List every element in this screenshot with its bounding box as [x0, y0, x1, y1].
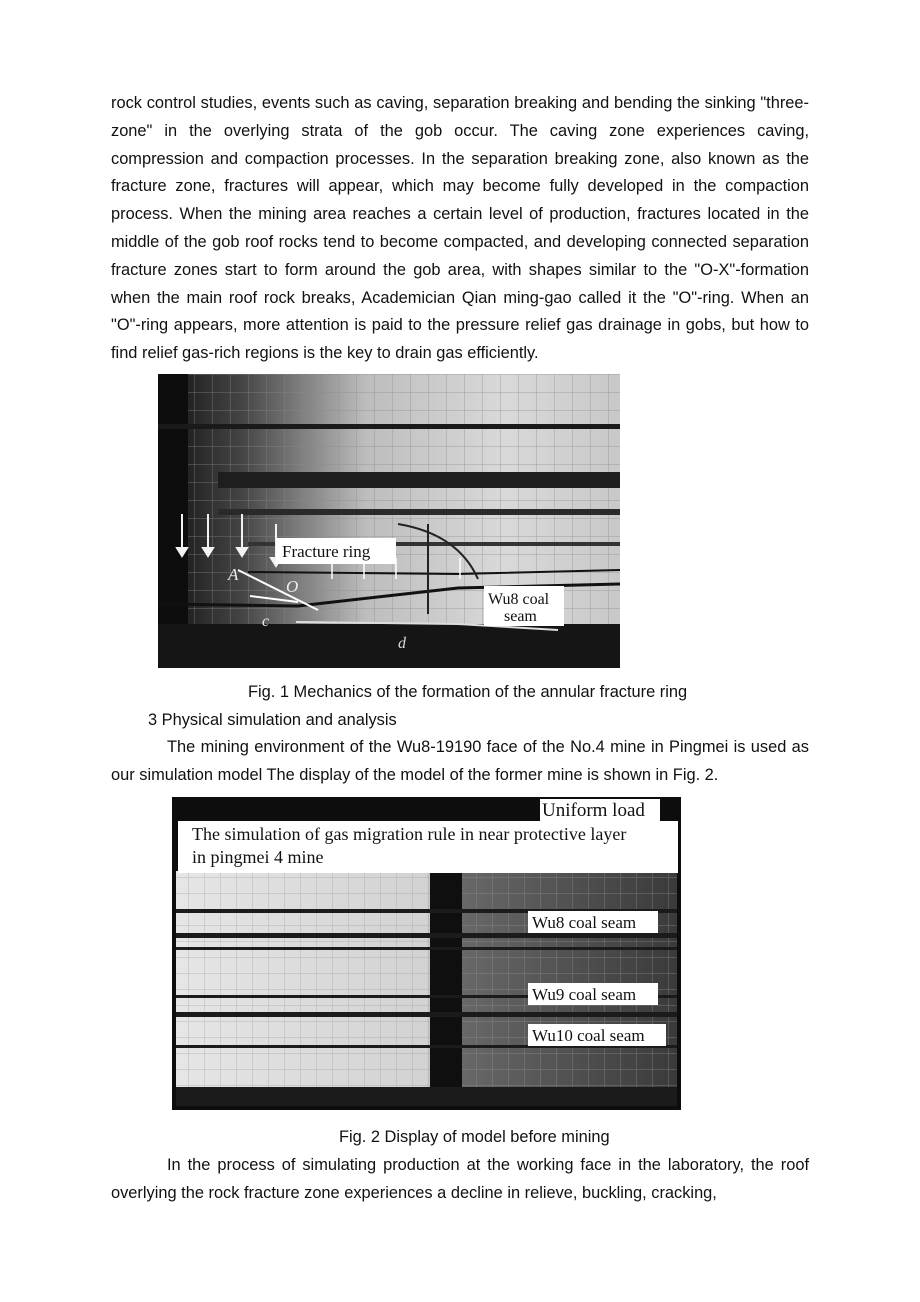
model-title-line1: The simulation of gas migration rule in near protective layer — [192, 824, 627, 844]
fracture-ring-diagram — [158, 374, 620, 668]
model-title-line2: in pingmei 4 mine — [192, 847, 324, 867]
section-heading: 3 Physical simulation and analysis — [148, 711, 397, 729]
model-display-diagram — [172, 797, 681, 1110]
wu8-seam-label: Wu8 coal seam — [532, 913, 637, 932]
point-a-label: A — [228, 565, 239, 584]
point-c-label: c — [262, 613, 270, 630]
coal-seam-label-line1: Wu8 coal — [488, 591, 550, 608]
uniform-load-label: Uniform load — [542, 800, 645, 821]
figure-2-photo — [172, 797, 681, 1110]
body-paragraph-2: The mining environment of the Wu8-19190 face of the No.4 mine in Pingmei is used as our simulation model The display of the model of the former mine is shown in Fig. 2. — [111, 738, 809, 784]
point-d-label: d — [398, 635, 406, 652]
figure-1-photo — [158, 374, 620, 668]
figure-1-caption: Fig. 1 Mechanics of the formation of the annular fracture ring — [248, 683, 688, 701]
body-paragraph-1: rock control studies, events such as caving, separation breaking and bending the sinking "three-zone" in the overlying strata of the gob occur. The caving zone experiences caving, compression and compaction processes. In the separation breaking zone, also known as the fracture zone, fractures will appear, which may become fully developed in the compaction process. When the mining area reaches a certain level of production, fractures located in the middle of the gob roof rocks tend to become compacted, and developing connected separation fracture zones start to form around the gob area, with shapes similar to the "O-X"-formation when the main roof rock breaks, Academician Qian ming-gao called it the "O"-ring. When an "O"-ring appears, more attention is paid to the pressure relief gas drainage in gobs, but how to find relief gas-rich regions is the key to drain gas efficiently. — [111, 94, 809, 363]
point-o-label: O — [286, 577, 299, 596]
fracture-ring-label: Fracture ring — [282, 542, 371, 561]
wu9-seam-label: Wu9 coal seam — [532, 985, 637, 1004]
coal-seam-label-line2: seam — [504, 608, 537, 625]
figure-2-caption: Fig. 2 Display of model before mining — [339, 1128, 610, 1146]
body-paragraph-3: In the process of simulating production at the working face in the laboratory, the roof overlying the rock fracture zone experiences a decline in relieve, buckling, cracking, — [111, 1156, 809, 1202]
wu10-seam-label: Wu10 coal seam — [532, 1026, 645, 1045]
